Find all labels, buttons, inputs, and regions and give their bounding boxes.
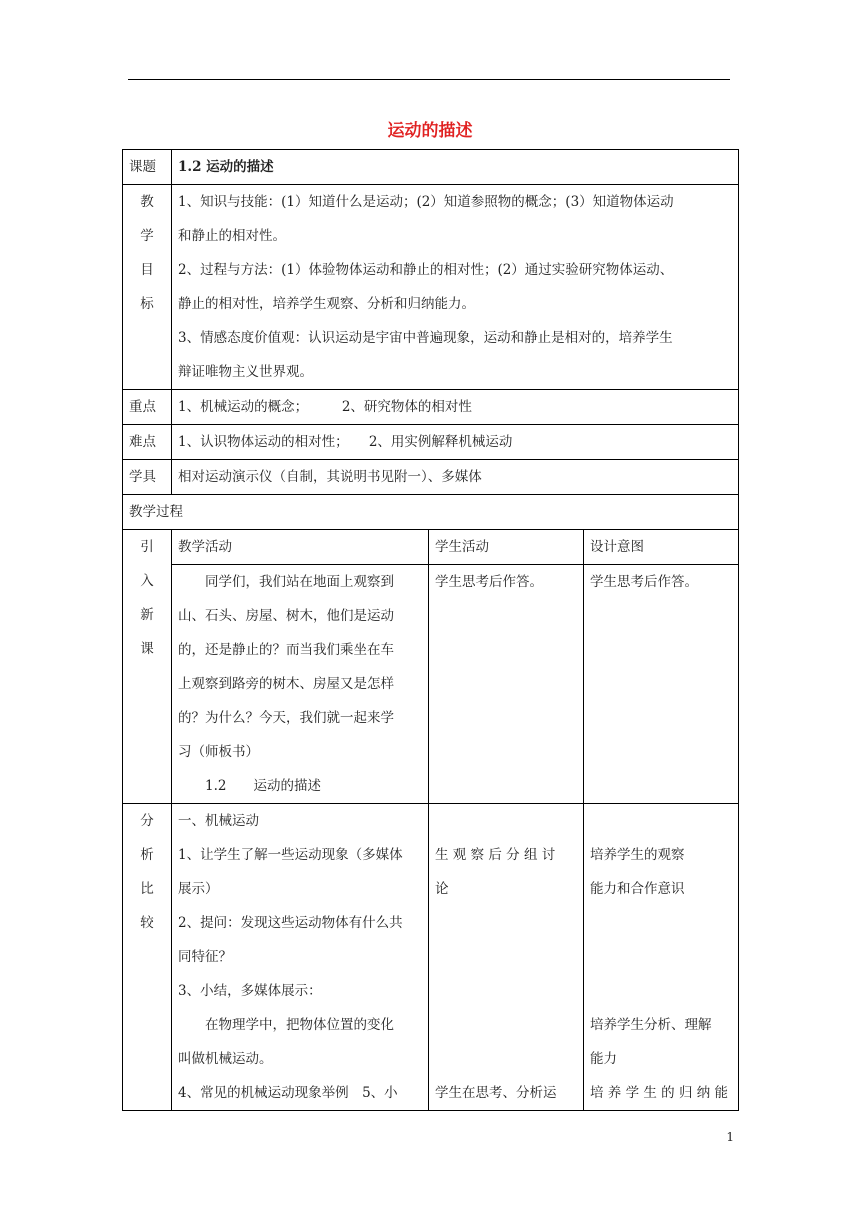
objectives-label — [123, 185, 172, 390]
section2-label-char: 比 — [140, 881, 154, 897]
section1-teacher — [172, 565, 429, 804]
student-line — [435, 906, 577, 940]
teacher-line: 山、石头、房屋、树木，他们是运动 — [178, 608, 394, 624]
key-points-label: 重点 — [123, 390, 172, 425]
process-row — [123, 495, 739, 530]
objectives-content — [172, 185, 739, 390]
teacher-line: 的，还是静止的？而当我们乘坐在车 — [178, 642, 394, 658]
page-title: 运动的描述 — [387, 121, 473, 141]
section1-label — [123, 530, 172, 804]
student-line — [435, 804, 577, 838]
objective-line: 1、知识与技能：(1）知道什么是运动；(2）知道参照物的概念；(3）知道物体运动 — [178, 194, 674, 210]
section2-student — [429, 804, 584, 1111]
teacher-line: 同学们，我们站在地面上观察到 — [205, 574, 394, 590]
teacher-line: 同特征？ — [178, 949, 232, 965]
section1-design: 学生思考后作答。 — [584, 565, 739, 804]
design-line — [590, 940, 732, 974]
section1-header-row — [123, 530, 739, 565]
key-points-row — [123, 390, 739, 425]
student-line — [435, 974, 577, 1008]
objectives-label-char: 标 — [140, 296, 154, 312]
design-line: 培 养 学 生 的 归 纳 能 — [590, 1085, 729, 1101]
teacher-line: 4、常见的机械运动现象举例 5、小 — [178, 1085, 398, 1101]
teacher-line: 1.2 运动的描述 — [205, 778, 321, 794]
section2-design — [584, 804, 739, 1111]
page-number: 1 — [726, 1130, 734, 1144]
student-line — [435, 940, 577, 974]
teacher-line: 一、机械运动 — [178, 813, 259, 829]
difficulties-label: 难点 — [123, 425, 172, 460]
teacher-line: 2、提问：发现这些运动物体有什么共 — [178, 915, 403, 931]
column-header-design: 设计意图 — [584, 530, 739, 565]
tools-value: 相对运动演示仪（自制，其说明书见附一）、多媒体 — [172, 460, 739, 495]
design-line — [590, 804, 732, 838]
objectives-row — [123, 185, 739, 390]
teacher-line: 在物理学中，把物体位置的变化 — [205, 1017, 394, 1033]
teacher-line: 叫做机械运动。 — [178, 1051, 273, 1067]
section1-label-char: 新 — [140, 607, 154, 623]
section1-student: 学生思考后作答。 — [429, 565, 584, 804]
objective-line: 辩证唯物主义世界观。 — [178, 364, 313, 380]
tools-label: 学具 — [123, 460, 172, 495]
objective-line: 静止的相对性，培养学生观察、分析和归纳能力。 — [178, 296, 475, 312]
objective-line: 和静止的相对性。 — [178, 228, 286, 244]
difficulties-value: 1、认识物体运动的相对性； 2、用实例解释机械运动 — [172, 425, 739, 460]
column-header-student: 学生活动 — [429, 530, 584, 565]
student-line — [435, 1008, 577, 1042]
section1-label-char: 入 — [140, 573, 154, 589]
teacher-line: 上观察到路旁的树木、房屋又是怎样 — [178, 676, 394, 692]
teacher-line: 的？为什么？今天，我们就一起来学 — [178, 710, 394, 726]
design-line — [590, 906, 732, 940]
lesson-plan-table — [122, 149, 739, 1111]
section1-label-char: 引 — [140, 539, 154, 555]
topic-label: 课题 — [123, 150, 172, 185]
objectives-label-char: 教 — [140, 194, 154, 210]
section2-label-char: 析 — [140, 847, 154, 863]
teacher-line: 3、小结，多媒体展示： — [178, 983, 322, 999]
design-line: 培养学生分析、理解 — [590, 1017, 712, 1033]
design-line: 培养学生的观察 — [590, 847, 685, 863]
student-line: 生 观 察 后 分 组 讨 — [435, 847, 556, 863]
column-header-teacher: 教学活动 — [172, 530, 429, 565]
objective-line: 3、情感态度价值观：认识运动是宇宙中普遍现象，运动和静止是相对的，培养学生 — [178, 330, 673, 346]
key-points-value: 1、机械运动的概念； 2、研究物体的相对性 — [172, 390, 739, 425]
student-line — [435, 1042, 577, 1076]
process-label: 教学过程 — [123, 495, 739, 530]
section2-label — [123, 804, 172, 1111]
header-rule — [128, 79, 730, 80]
objective-line: 2、过程与方法：(1）体验物体运动和静止的相对性；(2）通过实验研究物体运动、 — [178, 262, 674, 278]
objectives-label-char: 学 — [140, 228, 154, 244]
section1-content-row — [123, 565, 739, 804]
section2-teacher — [172, 804, 429, 1111]
teacher-line: 展示） — [178, 881, 219, 897]
section2-row — [123, 804, 739, 1111]
topic-value: 1.2 运动的描述 — [172, 150, 739, 185]
design-line: 能力和合作意识 — [590, 881, 685, 897]
difficulties-row — [123, 425, 739, 460]
design-line: 能力 — [590, 1051, 617, 1067]
section2-label-char: 分 — [140, 813, 154, 829]
teacher-line: 习（师板书） — [178, 744, 259, 760]
section1-label-char: 课 — [140, 641, 154, 657]
student-line: 学生在思考、分析运 — [435, 1085, 557, 1101]
objectives-label-char: 目 — [140, 262, 154, 278]
student-line: 论 — [435, 881, 449, 897]
section2-label-char: 较 — [140, 915, 154, 931]
topic-row — [123, 150, 739, 185]
tools-row — [123, 460, 739, 495]
teacher-line: 1、让学生了解一些运动现象（多媒体 — [178, 847, 403, 863]
design-line — [590, 974, 732, 1008]
